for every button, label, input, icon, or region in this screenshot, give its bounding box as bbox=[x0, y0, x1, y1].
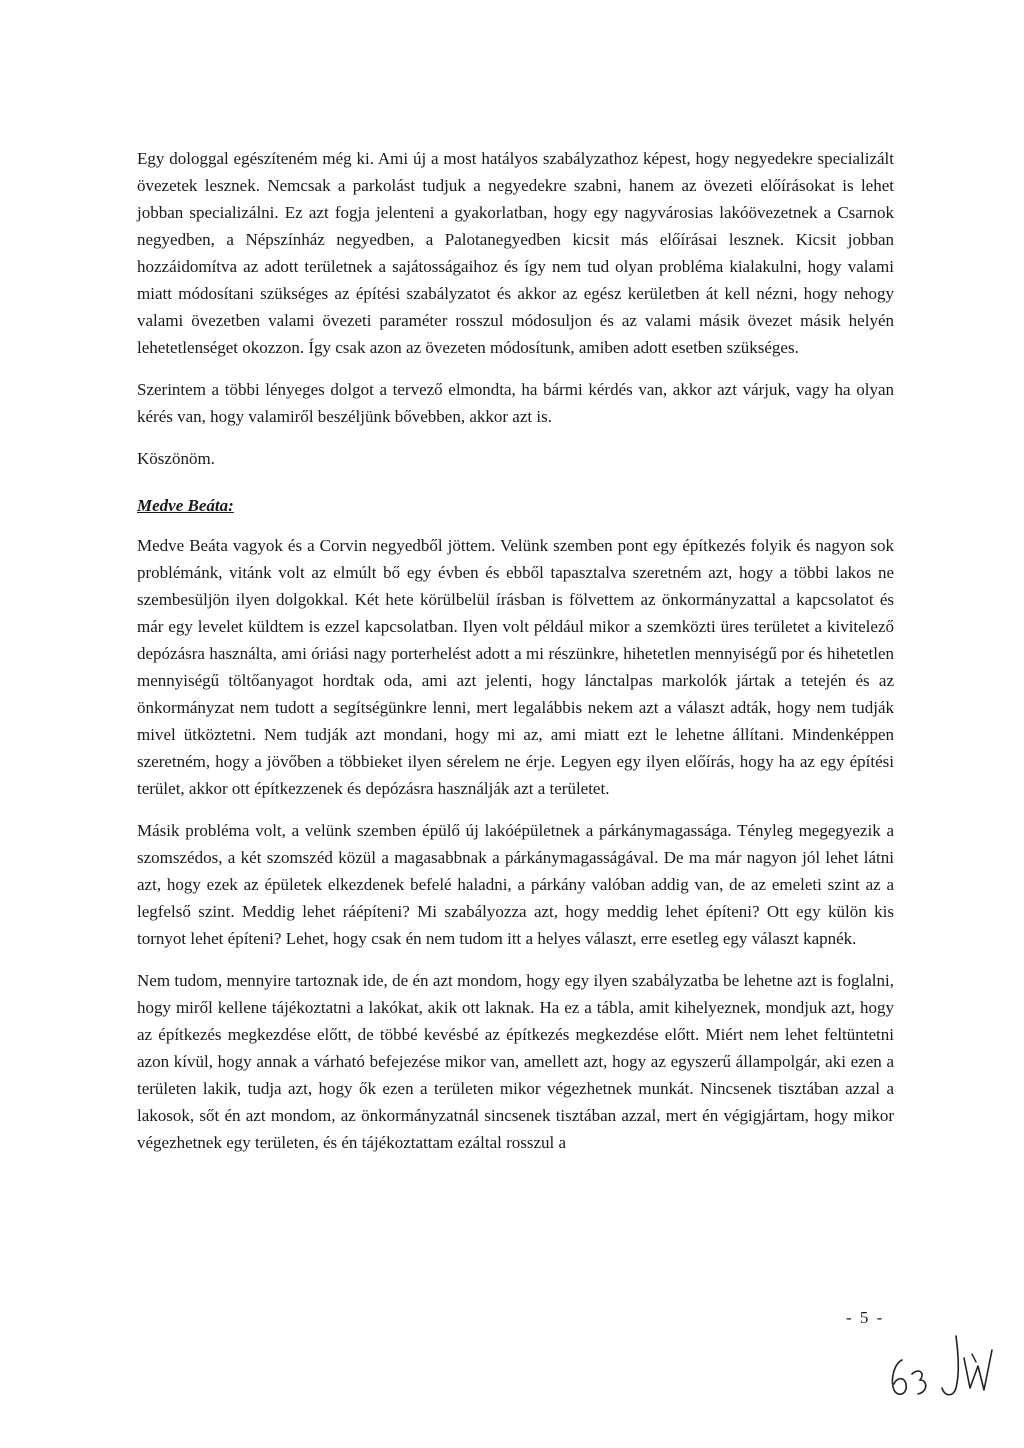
paragraph-construction-complaint: Medve Beáta vagyok és a Corvin negyedből jöttem. Velünk szemben pont egy építkezés folyik és nagyon sok problémánk, vitánk volt az elmúlt bő egy évben és ebből tapasztalva szeretném azt, hogy a többi lakos ne szembesüljön ilyen dolgokkal. Két hete körülbelül írásban is fölvettem az önkormányzattal a kapcsolatot és már egy levelet küldtem is ezzel kapcsolatban. Ilyen volt például mikor a szemközti üres területet a kivitelező depózásra használta, ami óriási nagy porterhelést adott a mi részünkre, hihetetlen mennyiségű por és hihetetlen mennyiségű töltőanyagot hordtak oda, ami azt jelenti, hogy lánctalpas markolók jártak a tetején és az önkormányzat nem tudott a segítségünkre lenni, mert legalábbis nekem azt a választ adták, hogy nem tudják mivel ütköztetni. Nem tudják azt mondani, hogy mi az, ami miatt ezt le lehetne állítani. Mindenképpen szeretném, hogy a jövőben a többieket ilyen sérelem ne érje. Legyen egy ilyen előírás, hogy ha az egy építési terület, akkor ott építkezzenek és depózásra használják azt a területet. bbox=[137, 536, 894, 798]
paragraph-cornice-height: Másik probléma volt, a velünk szemben épülő új lakóépületnek a párkánymagassága. Tényleg megegyezik a szomszédos, a két szomszéd közül a magasabbnak a párkánymagasságával. De ma már nagyon jól lehet látni azt, hogy ezek az épületek elkezdenek befelé haladni, a párkány valóban addig van, de az emeleti szint az a legfelső szint. Meddig lehet ráépíteni? Mi szabályozza azt, hogy meddig lehet építeni? Ott egy külön kis tornyot lehet építeni? Lehet, hogy csak én nem tudom itt a helyes választ, erre esetleg egy választ kapnék. bbox=[137, 821, 894, 948]
page-body bbox=[137, 145, 894, 1171]
paragraph-thanks: Köszönöm. bbox=[137, 449, 215, 468]
page-number: - 5 - bbox=[846, 1308, 885, 1327]
paragraph-closing-remarks: Szerintem a többi lényeges dolgot a tervező elmondta, ha bármi kérdés van, akkor azt várjuk, vagy ha olyan kérés van, hogy valamiről beszéljünk bővebben, akkor azt is. bbox=[137, 380, 894, 426]
handwritten-signature bbox=[880, 1328, 1020, 1408]
paragraph-zoning-specialization: Egy dologgal egészíteném még ki. Ami új a most hatályos szabályzathoz képest, hogy negyedekre specializált övezetek lesznek. Nemcsak a parkolást tudjuk a negyedekre szabni, hanem az övezeti előírásokat is lehet jobban specializálni. Ez azt fogja jelenteni a gyakorlatban, hogy egy nagyvárosias lakóövezetnek a Csarnok negyedben, a Népszínház negyedben, a Palotanegyedben kicsit más előírásai lesznek. Kicsit jobban hozzáidomítva az adott területnek a sajátosságaihoz és így nem tud olyan probléma kialakulni, hogy valami miatt módosítani szükséges az építési szabályzatot és akkor az egész kerületben át kell nézni, hogy nehogy valami övezetben valami övezeti paraméter rosszul módosuljon és az valami másik övezet másik helyén lehetetlenséget okozzon. Így csak azon az övezeten módosítunk, amiben adott esetben szükséges. bbox=[137, 149, 894, 357]
speaker-name: Medve Beáta: bbox=[137, 496, 234, 515]
paragraph-information-board: Nem tudom, mennyire tartoznak ide, de én azt mondom, hogy egy ilyen szabályzatba be lehetne azt is foglalni, hogy miről kellene tájékoztatni a lakókat, akik ott laknak. Ha ez a tábla, amit kihelyeznek, mondjuk azt, hogy az építkezés megkezdése előtt, de többé kevésbé az építkezés megkezdése előtt. Miért nem lehet feltüntetni azon kívül, hogy annak a várható befejezése mikor van, amellett azt, hogy az egyszerű állampolgár, aki ezen a területen lakik, tudja azt, hogy ők ezen a területen mikor végezhetnek munkát. Nincsenek tisztában azzal a lakosok, sőt én azt mondom, az önkormányzatnál sincsenek tisztában azzal, mert én végigjártam, hogy mikor végezhetnek egy területen, és én tájékoztattam ezáltal rosszul a bbox=[137, 971, 894, 1152]
